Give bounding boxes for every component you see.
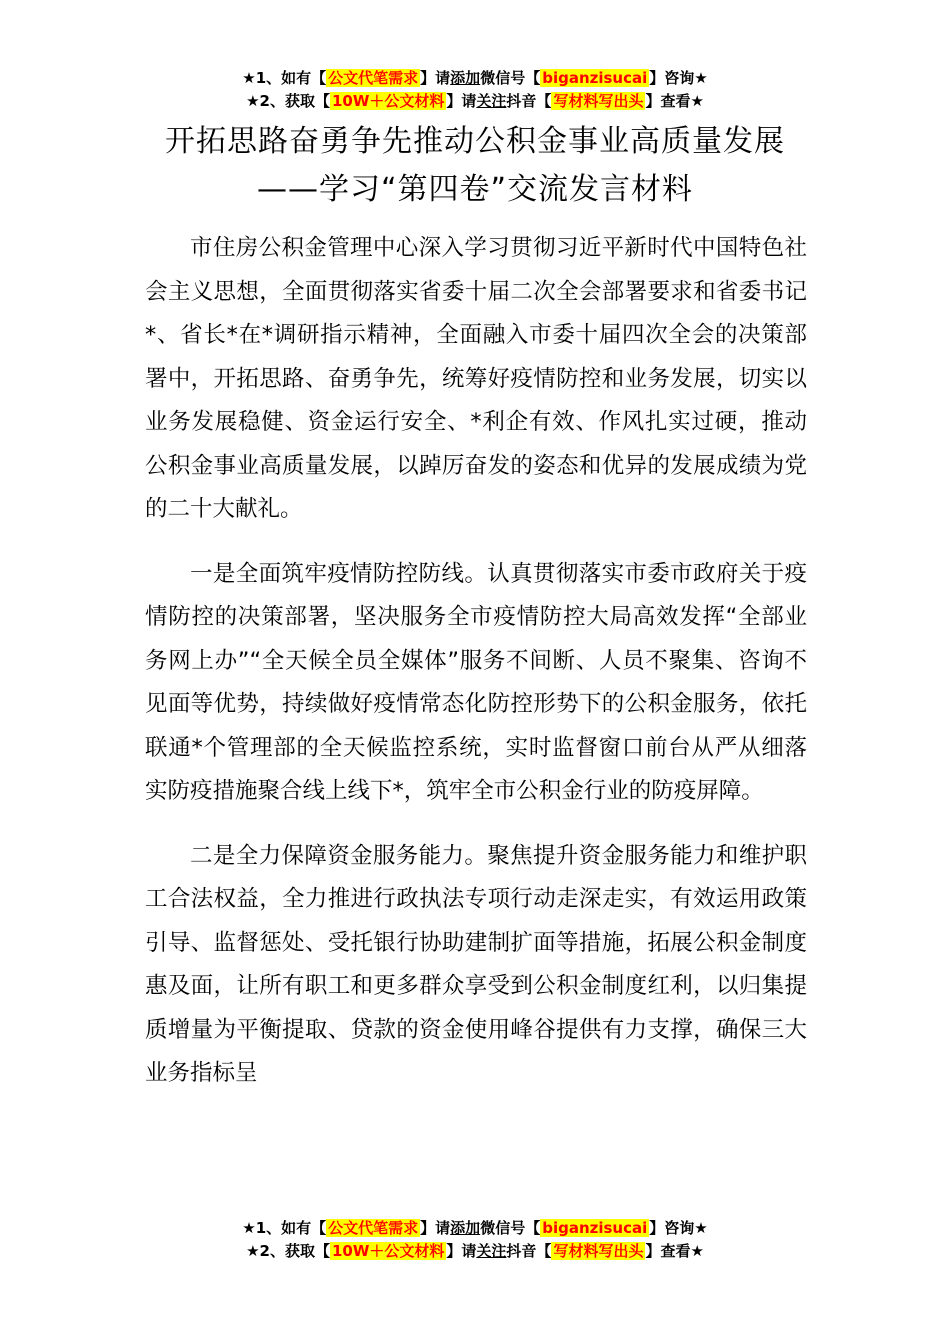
promo-text: 1、如有【 [255, 1219, 327, 1237]
star-icon: ★ [694, 69, 708, 87]
document-body [145, 227, 807, 1117]
promo-line-1 [0, 67, 950, 90]
promo-highlight-service: 公文代笔需求 [328, 1219, 419, 1237]
promo-text: 抖音【 [506, 1242, 552, 1260]
promo-text: 2、获取【 [259, 1242, 330, 1260]
star-icon: ★ [242, 1219, 256, 1237]
promo-text: 】查看 [645, 1242, 691, 1260]
promo-highlight-douyin-account: 写材料写出头 [553, 1242, 644, 1260]
promo-underlined-text: 关注 [476, 1242, 507, 1260]
promo-text: 】咨询 [649, 69, 695, 87]
paragraph-point-1: 一是全面筑牢疫情防控防线。认真贯彻落实市委市政府关于疫情防控的决策部署，坚决服务全市疫情防控大局高效发挥“全部业务网上办”“全天候全员全媒体”服务不间断、人员不聚集、咨询不见面等优势，持续做好疫情常态化防控形势下的公积金服务，依托联通*个管理部的全天候监控系统，实时监督窗口前台从严从细落实防疫措施聚合线上线下*，筑牢全市公积金行业的防疫屏障。 [145, 560, 807, 804]
promo-underlined-text: 添加 [450, 1219, 481, 1237]
promo-highlight-douyin-account: 写材料写出头 [553, 92, 644, 110]
footer-promo-banner [0, 1217, 950, 1263]
promo-line-1 [0, 1217, 950, 1240]
star-icon: ★ [690, 92, 704, 110]
promo-text: 2、获取【 [259, 92, 330, 110]
promo-underlined-text: 添加 [450, 69, 481, 87]
promo-text: 微信号【 [480, 69, 541, 87]
promo-text: 】请 [420, 69, 451, 87]
promo-line-2 [0, 90, 950, 113]
promo-text: 抖音【 [506, 92, 552, 110]
promo-highlight-wechat-id: biganzisucai [542, 69, 648, 87]
document-title: 开拓思路奋勇争先推动公积金事业高质量发展——学习“第四卷”交流发言材料 [165, 124, 785, 207]
promo-line-2 [0, 1240, 950, 1263]
promo-text: 1、如有【 [255, 69, 327, 87]
star-icon: ★ [246, 92, 260, 110]
paragraph-point-2: 二是全力保障资金服务能力。聚焦提升资金服务能力和维护职工合法权益，全力推进行政执法专项行动走深走实，有效运用政策引导、监督惩处、受托银行协助建制扩面等措施，拓展公积金制度惠及面，让所有职工和更多群众享受到公积金制度红利，以归集提质增量为平衡提取、贷款的资金使用峰谷提供有力支撑，确保三大业务指标呈 [145, 842, 807, 1086]
promo-text: 】咨询 [649, 1219, 695, 1237]
promo-highlight-materials: 10W＋公文材料 [331, 1242, 445, 1260]
promo-text: 微信号【 [480, 1219, 541, 1237]
star-icon: ★ [690, 1242, 704, 1260]
promo-underlined-text: 关注 [476, 92, 507, 110]
header-promo-banner [0, 67, 950, 113]
promo-text: 】请 [420, 1219, 451, 1237]
paragraph-intro: 市住房公积金管理中心深入学习贯彻习近平新时代中国特色社会主义思想，全面贯彻落实省委十届二次全会部署要求和省委书记*、省长*在*调研指示精神，全面融入市委十届四次全会的决策部署中，开拓思路、奋勇争先，统筹好疫情防控和业务发展，切实以业务发展稳健、资金运行安全、*利企有效、作风扎实过硬，推动公积金事业高质量发展，以踔厉奋发的姿态和优异的发展成绩为党的二十大献礼。 [145, 235, 807, 522]
promo-text: 】请 [446, 1242, 477, 1260]
promo-text: 】请 [446, 92, 477, 110]
star-icon: ★ [242, 69, 256, 87]
promo-highlight-wechat-id: biganzisucai [542, 1219, 648, 1237]
promo-text: 】查看 [645, 92, 691, 110]
promo-highlight-materials: 10W＋公文材料 [331, 92, 445, 110]
promo-highlight-service: 公文代笔需求 [328, 69, 419, 87]
star-icon: ★ [694, 1219, 708, 1237]
star-icon: ★ [246, 1242, 260, 1260]
